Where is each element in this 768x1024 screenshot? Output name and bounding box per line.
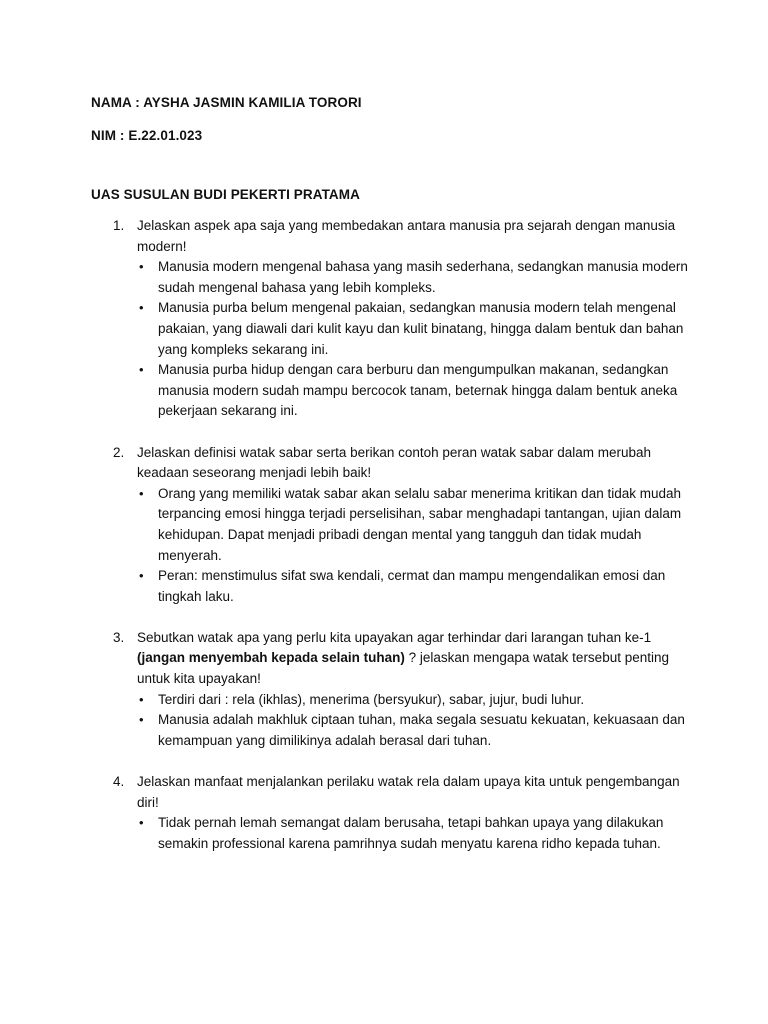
answer-list: [137, 484, 697, 608]
question-text-before: Sebutkan watak apa yang perlu kita upayakan agar terhindar dari larangan tuhan ke-1: [137, 629, 652, 645]
bullet-icon: •: [139, 362, 144, 378]
question-list: [113, 216, 697, 875]
question-number: 2.: [113, 444, 125, 460]
answer-text: Peran: menstimulus sifat swa kendali, cermat dan mampu mengendalikan emosi dan tingkah laku.: [158, 568, 666, 604]
student-name: NAMA : AYSHA JASMIN KAMILIA TORORI: [91, 95, 362, 110]
question-item: [113, 772, 697, 854]
bullet-icon: •: [139, 259, 144, 275]
question-number: 1.: [113, 218, 125, 233]
answer-list: [137, 690, 697, 752]
answer-text: Orang yang memiliki watak sabar akan selalu sabar menerima kritikan dan tidak mudah terpancing emosi hingga terjadi perselisihan, sabar menghadapi tantangan, ujian dalam kehidupan. Dapat menjadi pribadi dengan mental yang tangguh dan tidak mudah menyerah.: [158, 485, 682, 563]
answer-item: [139, 360, 697, 422]
answer-list: [137, 813, 697, 854]
exam-title: UAS SUSULAN BUDI PEKERTI PRATAMA: [91, 187, 360, 202]
question-item: [113, 628, 697, 752]
student-nim: NIM : E.22.01.023: [91, 128, 203, 143]
answer-item: [139, 813, 697, 854]
answer-item: [139, 484, 697, 566]
bullet-icon: •: [139, 568, 144, 584]
question-text-after: ? jelaskan mengapa watak tersebut penting untuk kita upayakan!: [137, 650, 670, 687]
bullet-icon: •: [139, 691, 144, 707]
bullet-icon: •: [139, 300, 144, 316]
bullet-icon: •: [139, 815, 144, 831]
question-text: Jelaskan definisi watak sabar serta berikan contoh peran watak sabar dalam merubah keadaan seseorang menjadi lebih baik!: [137, 444, 652, 481]
bullet-icon: •: [139, 485, 144, 501]
question-item: [113, 443, 697, 608]
answer-list: [137, 257, 697, 422]
answer-text: Manusia adalah makhluk ciptaan tuhan, maka segala sesuatu kekuatan, kekuasaan dan kemampuan yang dimilikinya adalah berasal dari tuhan.: [158, 712, 685, 748]
answer-text: Manusia purba belum mengenal pakaian, sedangkan manusia modern telah mengenal pakaian, yang diawali dari kulit kayu dan kulit binatang, hingga dalam bentuk dan bahan yang kompleks sekarang ini.: [158, 300, 684, 357]
bullet-icon: •: [139, 712, 144, 728]
question-text: [137, 628, 697, 690]
answer-text: Manusia modern mengenal bahasa yang masih sederhana, sedangkan manusia modern sudah mengenal bahasa yang lebih kompleks.: [158, 259, 688, 295]
answer-item: [139, 690, 697, 711]
answer-text: Tidak pernah lemah semangat dalam berusaha, tetapi bahkan upaya yang dilakukan semakin professional karena pamrihnya sudah menyatu karena ridho kepada tuhan.: [158, 815, 664, 851]
question-text: Jelaskan manfaat menjalankan perilaku watak rela dalam upaya kita untuk pengembangan diri!: [137, 774, 680, 810]
answer-item: [139, 710, 697, 751]
question-number: 3.: [113, 629, 125, 645]
question-text: Jelaskan aspek apa saja yang membedakan antara manusia pra sejarah dengan manusia modern!: [137, 218, 676, 254]
answer-item: [139, 257, 697, 298]
answer-text: Manusia purba hidup dengan cara berburu dan mengumpulkan makanan, sedangkan manusia modern sudah mampu bercocok tanam, beternak hingga dalam bentuk aneka pekerjaan sekarang ini.: [158, 362, 678, 419]
answer-text: Terdiri dari : rela (ikhlas), menerima (bersyukur), sabar, jujur, budi luhur.: [158, 691, 585, 707]
question-item: [113, 216, 697, 422]
answer-item: [139, 566, 697, 607]
question-text-emphasis: (jangan menyembah kepada selain tuhan): [137, 650, 405, 666]
answer-item: [139, 298, 697, 360]
question-number: 4.: [113, 774, 125, 790]
